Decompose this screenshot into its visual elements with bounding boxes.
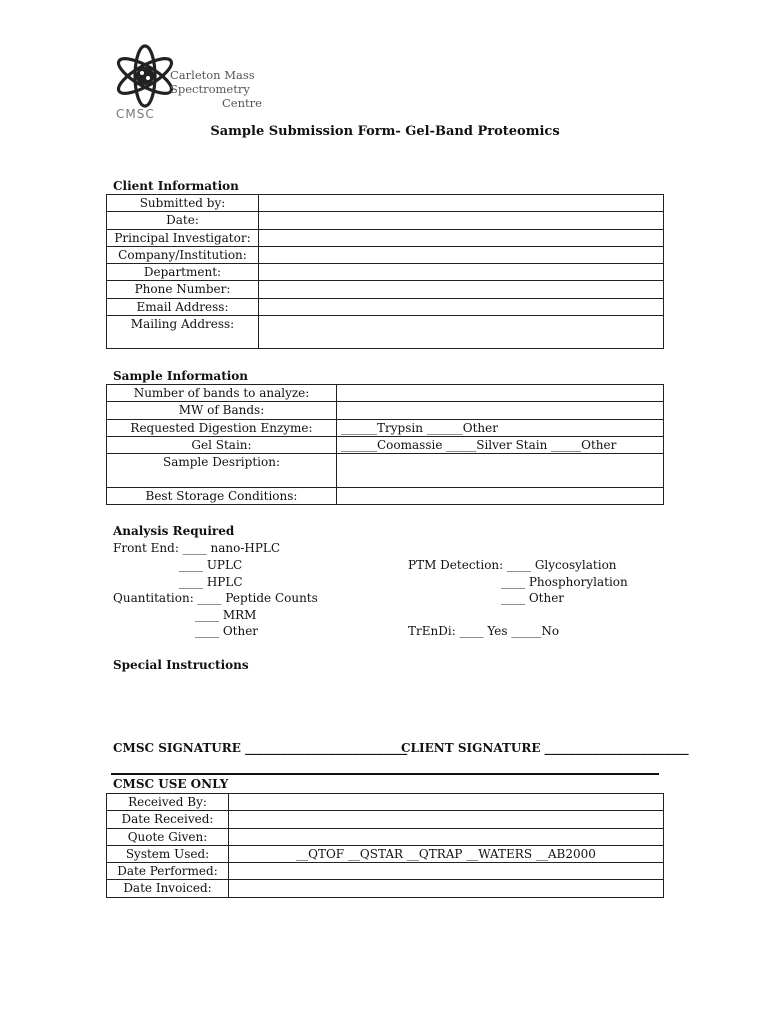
department-field[interactable] (259, 264, 664, 281)
ptm-other[interactable]: ____ Other (501, 591, 565, 605)
date-performed-field[interactable] (229, 863, 664, 880)
row-label: Phone Number: (107, 281, 259, 298)
client-info-heading: Client Information (113, 179, 239, 193)
logo-name-line2: Centre (222, 96, 262, 110)
trendi-choice[interactable]: TrEnDi: ____ Yes _____No (408, 624, 560, 638)
storage-field[interactable] (337, 488, 664, 505)
table-row (107, 212, 664, 229)
row-label: Requested Digestion Enzyme: (107, 419, 337, 436)
row-label: Mailing Address: (107, 316, 259, 349)
row-label: Date: (107, 212, 259, 229)
row-label: System Used: (107, 845, 229, 862)
enzyme-field[interactable]: ______Trypsin ______Other (337, 419, 664, 436)
table-row (107, 863, 664, 880)
mailing-address-field[interactable] (259, 316, 664, 349)
analysis-heading: Analysis Required (113, 524, 235, 538)
description-field[interactable] (337, 454, 664, 488)
row-label: Date Invoiced: (107, 880, 229, 897)
table-row (107, 246, 664, 263)
sample-info-table (106, 384, 664, 505)
date-field[interactable] (259, 212, 664, 229)
submitted-by-field[interactable] (259, 195, 664, 212)
row-label: Best Storage Conditions: (107, 488, 337, 505)
row-label: Department: (107, 264, 259, 281)
ptm-glycosylation[interactable]: PTM Detection: ____ Glycosylation (408, 558, 617, 572)
table-row (107, 436, 664, 453)
table-row (107, 419, 664, 436)
table-row (107, 316, 664, 349)
row-label: Date Received: (107, 811, 229, 828)
system-used-field[interactable]: __QTOF __QSTAR __QTRAP __WATERS __AB2000 (229, 845, 664, 862)
table-row (107, 845, 664, 862)
bands-field[interactable] (337, 385, 664, 402)
row-label: Received By: (107, 794, 229, 811)
logo-abbr: CMSC (116, 107, 155, 121)
row-label: Sample Desription: (107, 454, 337, 488)
date-received-field[interactable] (229, 811, 664, 828)
row-label: Submitted by: (107, 195, 259, 212)
company-field[interactable] (259, 246, 664, 263)
logo-name-line1: Carleton Mass Spectrometry (170, 68, 255, 96)
row-label: MW of Bands: (107, 402, 337, 419)
special-instructions-heading: Special Instructions (113, 658, 249, 672)
table-row (107, 229, 664, 246)
cmsc-signature[interactable]: CMSC SIGNATURE ___________________________ (113, 741, 408, 755)
row-label: Email Address: (107, 298, 259, 315)
table-row (107, 195, 664, 212)
ptm-phosphorylation[interactable]: ____ Phosphorylation (501, 575, 628, 589)
row-label: Gel Stain: (107, 436, 337, 453)
date-invoiced-field[interactable] (229, 880, 664, 897)
logo-name (170, 68, 328, 110)
table-row (107, 385, 664, 402)
row-label: Company/Institution: (107, 246, 259, 263)
received-by-field[interactable] (229, 794, 664, 811)
cmsc-logo (108, 44, 328, 126)
quant-mrm[interactable]: ____ MRM (195, 608, 257, 622)
table-row (107, 828, 664, 845)
cmsc-use-heading: CMSC USE ONLY (113, 777, 229, 791)
front-end-hplc[interactable]: ____ HPLC (179, 575, 243, 589)
table-row (107, 454, 664, 488)
email-field[interactable] (259, 298, 664, 315)
row-label: Principal Investigator: (107, 229, 259, 246)
client-signature[interactable]: CLIENT SIGNATURE ________________________ (401, 741, 689, 755)
table-row (107, 488, 664, 505)
divider (111, 773, 659, 775)
quant-peptide-counts[interactable]: Quantitation: ____ Peptide Counts (113, 591, 318, 605)
table-row (107, 811, 664, 828)
table-row (107, 281, 664, 298)
gel-stain-field[interactable]: ______Coomassie _____Silver Stain _____Other (337, 436, 664, 453)
table-row (107, 880, 664, 897)
front-end-nano-hplc[interactable]: Front End: ____ nano-HPLC (113, 541, 281, 555)
cmsc-use-table (106, 793, 664, 898)
table-row (107, 402, 664, 419)
pi-field[interactable] (259, 229, 664, 246)
table-row (107, 794, 664, 811)
row-label: Number of bands to analyze: (107, 385, 337, 402)
row-label: Quote Given: (107, 828, 229, 845)
table-row (107, 298, 664, 315)
table-row (107, 264, 664, 281)
client-info-table (106, 194, 664, 349)
page-title: Sample Submission Form- Gel-Band Proteomics (210, 124, 560, 139)
front-end-uplc[interactable]: ____ UPLC (179, 558, 243, 572)
sample-info-heading: Sample Information (113, 369, 249, 383)
row-label: Date Performed: (107, 863, 229, 880)
quant-other[interactable]: ____ Other (195, 624, 259, 638)
phone-field[interactable] (259, 281, 664, 298)
quote-given-field[interactable] (229, 828, 664, 845)
mw-field[interactable] (337, 402, 664, 419)
